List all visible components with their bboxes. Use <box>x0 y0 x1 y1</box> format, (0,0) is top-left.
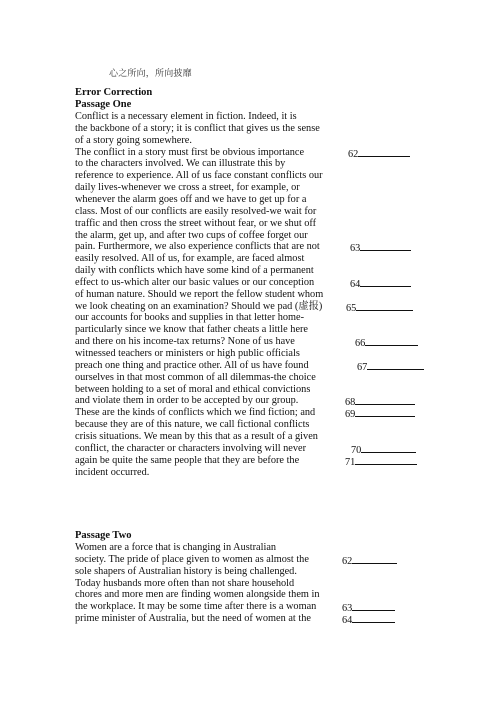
section-title: Error Correction <box>75 87 153 98</box>
text-line: whenever the alarm goes off and we have to get up for a <box>75 193 307 205</box>
answer-underline[interactable] <box>352 601 395 611</box>
page-header: 心之所向，所向披靡 <box>109 69 192 79</box>
text-line: conflict, the character or characters involving will never <box>75 442 307 454</box>
text-line: pain. Furthermore, we also experience conflicts that are not <box>75 241 320 253</box>
answer-underline[interactable] <box>352 554 397 564</box>
text-line: because they are of this nature, we call fictional conflicts <box>75 419 310 431</box>
question-number: 70 <box>351 444 362 456</box>
answer-blank[interactable] <box>345 407 415 421</box>
answer-blank[interactable] <box>350 277 411 291</box>
question-number: 62 <box>342 555 353 567</box>
passage-one-title: Passage One <box>75 99 132 110</box>
text-line: the backbone of a story; it is conflict that gives us the sense <box>75 122 320 134</box>
answer-underline[interactable] <box>360 277 411 287</box>
text-line: The conflict in a story must first be obvious importance <box>75 146 305 158</box>
text-line: chores and more men are finding women alongside them in <box>75 589 320 601</box>
text-line: society. The pride of place given to women as almost the <box>75 553 309 565</box>
answer-underline[interactable] <box>361 443 416 453</box>
text-line: effect to us-which alter our basic values or our conception <box>75 276 315 288</box>
text-line: crisis situations. We mean by this that as a result of a given <box>75 430 318 442</box>
question-number: 67 <box>357 361 368 373</box>
answer-underline[interactable] <box>360 241 411 251</box>
text-line: daily with conflicts which have some kind of a permanent <box>75 265 314 277</box>
text-line: Women are a force that is changing in Australian <box>75 542 277 553</box>
text-line: witnessed teachers or ministers or high public officials <box>75 348 300 359</box>
question-number: 65 <box>346 302 357 314</box>
answer-blank[interactable] <box>345 455 417 469</box>
answer-underline[interactable] <box>356 301 413 311</box>
question-number: 71 <box>345 456 356 468</box>
question-number: 68 <box>345 397 356 409</box>
text-line: reference to experience. All of us face constant conflicts our <box>75 170 323 182</box>
answer-blank[interactable] <box>355 336 418 350</box>
answer-underline[interactable] <box>355 455 417 465</box>
text-line: our accounts for books and supplies in that letter home- <box>75 312 305 324</box>
passage-two-title: Passage Two <box>75 530 132 541</box>
text-line: easily resolved. All of us, for example, are faced almost <box>75 253 305 265</box>
answer-blank[interactable] <box>350 241 411 255</box>
answer-underline[interactable] <box>365 336 418 346</box>
answer-underline[interactable] <box>367 360 424 370</box>
text-line: to the characters involved. We can illustrate this by <box>75 158 286 170</box>
text-line: and there on his income-tax returns? None of us have <box>75 336 295 348</box>
text-line: again be quite the same people that they are before the <box>75 454 300 466</box>
answer-underline[interactable] <box>355 407 415 417</box>
answer-blank[interactable] <box>346 301 413 315</box>
answer-blank[interactable] <box>348 147 410 161</box>
question-number: 69 <box>345 409 356 421</box>
text-line: traffic and then cross the street without fear, or we shut off <box>75 217 317 229</box>
answer-blank[interactable] <box>342 554 397 568</box>
question-number: 63 <box>350 243 361 255</box>
question-number: 63 <box>342 603 353 615</box>
question-number: 66 <box>355 338 366 350</box>
answer-underline[interactable] <box>355 395 415 405</box>
answer-underline[interactable] <box>352 613 395 623</box>
text-line: of a story going somewhere. <box>75 134 192 146</box>
text-line: sole shapers of Australian history is being challenged. <box>75 565 297 577</box>
text-line: of human nature. Should we report the fellow student whom <box>75 288 324 300</box>
text-line: particularly since we know that father cheats a little here <box>75 324 309 336</box>
text-line: between holding to a set of moral and ethical convictions <box>75 383 311 395</box>
text-line: prime minister of Australia, but the need of women at the <box>75 613 311 625</box>
text-line: preach one thing and practice other. All of us have found <box>75 359 309 371</box>
question-number: 64 <box>350 278 361 290</box>
text-line: the alarm, get up, and after two cups of coffee forget our <box>75 229 308 241</box>
text-line: class. Most of our conflicts are easily resolved-we wait for <box>75 205 317 217</box>
text-line: Today husbands more often than not share household <box>75 577 295 589</box>
answer-underline[interactable] <box>358 147 410 157</box>
text-line: we look cheating on an examination? Should we pad (虚报) <box>75 300 323 312</box>
text-line: daily lives-whenever we cross a street, for example, or <box>75 182 300 194</box>
answer-blank[interactable] <box>357 360 424 374</box>
text-line: incident occurred. <box>75 466 150 478</box>
text-line: Conflict is a necessary element in fiction. Indeed, it is <box>75 111 297 122</box>
answer-blank[interactable] <box>342 613 395 627</box>
text-line: and violate them in order to be accepted by our group. <box>75 395 299 407</box>
text-line: ourselves in that most common of all dilemmas-the choice <box>75 371 316 383</box>
text-line: These are the kinds of conflicts which we find fiction; and <box>75 407 316 419</box>
question-number: 64 <box>342 615 353 627</box>
text-line: the workplace. It may be some time after there is a woman <box>75 601 317 613</box>
question-number: 62 <box>348 148 359 160</box>
